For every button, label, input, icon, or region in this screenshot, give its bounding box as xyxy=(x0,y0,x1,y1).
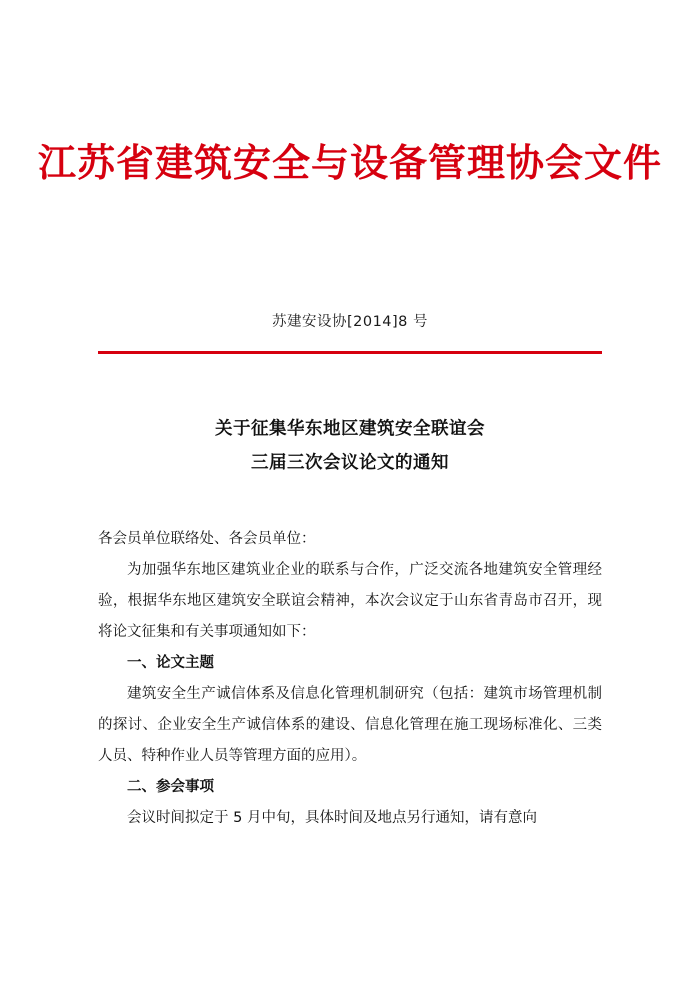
document-subject xyxy=(0,412,700,480)
document-title: 江苏省建筑安全与设备管理协会文件 xyxy=(37,140,662,185)
subject-line-2: 三届三次会议论文的通知 xyxy=(251,453,449,473)
heading-section-one: 一、论文主题 xyxy=(127,655,214,671)
paragraph-meeting: 会议时间拟定于 5 月中旬，具体时间及地点另行通知，请有意向 xyxy=(127,810,537,826)
paragraph-topic: 建筑安全生产诚信体系及信息化管理机制研究（包括：建筑市场管理机制的探讨、企业安全生产诚信体系的建设、信息化管理在施工现场标准化、三类人员、特种作业人员等管理方面的应用）。 xyxy=(98,686,602,764)
salutation: 各会员单位联络处、各会员单位： xyxy=(98,531,316,547)
subject-line-1: 关于征集华东地区建筑安全联谊会 xyxy=(215,419,485,439)
paragraph-intro: 为加强华东地区建筑业企业的联系与合作，广泛交流各地建筑安全管理经验，根据华东地区建筑安全联谊会精神，本次会议定于山东省青岛市召开，现将论文征集和有关事项通知如下： xyxy=(98,562,602,640)
red-divider-rule xyxy=(98,351,602,354)
document-number: 苏建安设协[2014]8 号 xyxy=(271,314,429,330)
heading-section-two: 二、参会事项 xyxy=(127,779,214,795)
document-body xyxy=(98,524,602,834)
